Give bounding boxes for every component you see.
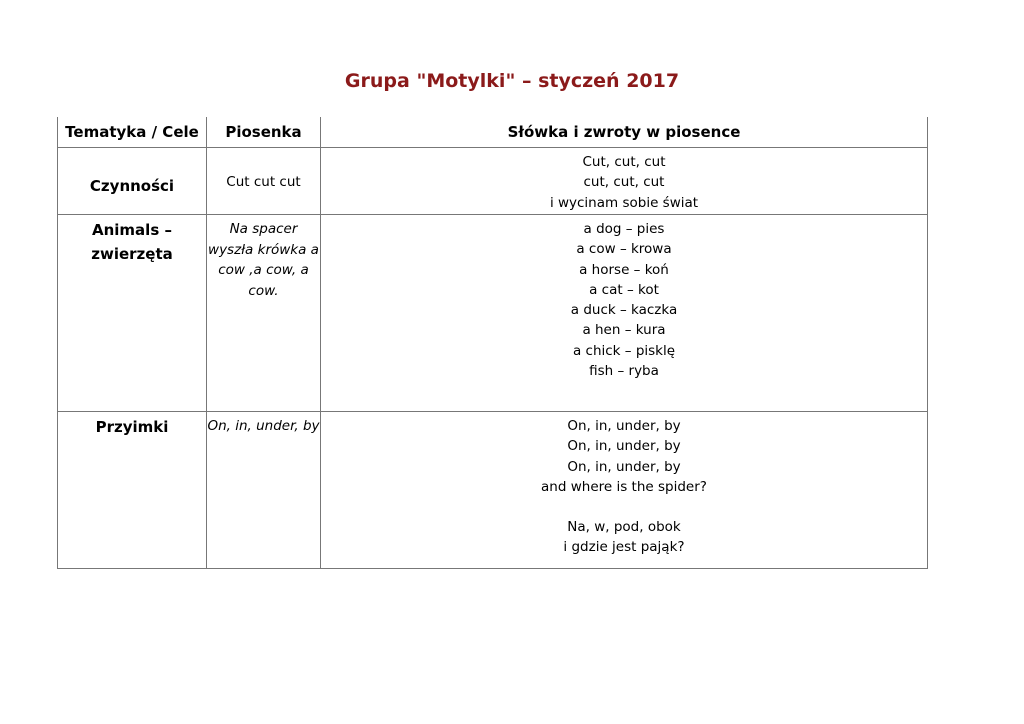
vocab-line: On, in, under, by — [567, 458, 681, 475]
topic-text: Czynności — [89, 177, 175, 195]
song-text: Na spacer wyszła krówka a cow ,a cow, a cow. — [208, 221, 319, 299]
table-header-row — [58, 117, 928, 148]
vocab-line: a cow – krowa — [576, 241, 672, 258]
header-topic: Tematyka / Cele — [58, 117, 207, 148]
vocab-line: a dog – pies — [583, 221, 665, 237]
vocab-line: On, in, under, by — [567, 438, 681, 455]
vocab-cell — [321, 148, 928, 215]
table-row — [58, 412, 928, 569]
vocab-line: a hen – kura — [582, 322, 666, 339]
song-cell — [207, 148, 321, 215]
table-row — [58, 215, 928, 412]
vocab-line: a horse – koń — [579, 261, 669, 278]
song-cell — [207, 215, 321, 412]
header-song: Piosenka — [207, 117, 321, 148]
vocab-line: Cut, cut, cut — [582, 154, 666, 170]
topic-text: Przyimki — [95, 418, 169, 436]
topic-cell — [58, 215, 207, 412]
vocab-line: and where is the spider? — [541, 478, 707, 495]
header-vocabulary: Słówka i zwroty w piosence — [321, 117, 928, 148]
vocab-line: On, in, under, by — [567, 418, 681, 434]
song-text: Cut cut cut — [226, 174, 301, 190]
vocab-line: Na, w, pod, obok — [567, 519, 681, 536]
song-cell — [207, 412, 321, 569]
vocab-line: i gdzie jest pająk? — [563, 539, 685, 556]
song-text: On, in, under, by — [207, 418, 320, 434]
topic-text: Animals – zwierzęta — [91, 221, 173, 263]
page-title: Grupa "Motylki" – styczeń 2017 — [344, 70, 680, 92]
topic-cell — [58, 148, 207, 215]
vocab-line: a cat – kot — [589, 281, 659, 298]
vocab-line: fish – ryba — [589, 363, 659, 380]
vocab-line: i wycinam sobie świat — [549, 194, 699, 211]
vocab-line: cut, cut, cut — [583, 174, 665, 191]
vocab-cell — [321, 412, 928, 569]
vocab-line: a duck – kaczka — [570, 302, 678, 319]
topic-cell — [58, 412, 207, 569]
vocab-cell — [321, 215, 928, 412]
vocab-line: a chick – pisklę — [572, 342, 676, 359]
table-row — [58, 148, 928, 215]
lesson-plan-table — [57, 117, 928, 569]
